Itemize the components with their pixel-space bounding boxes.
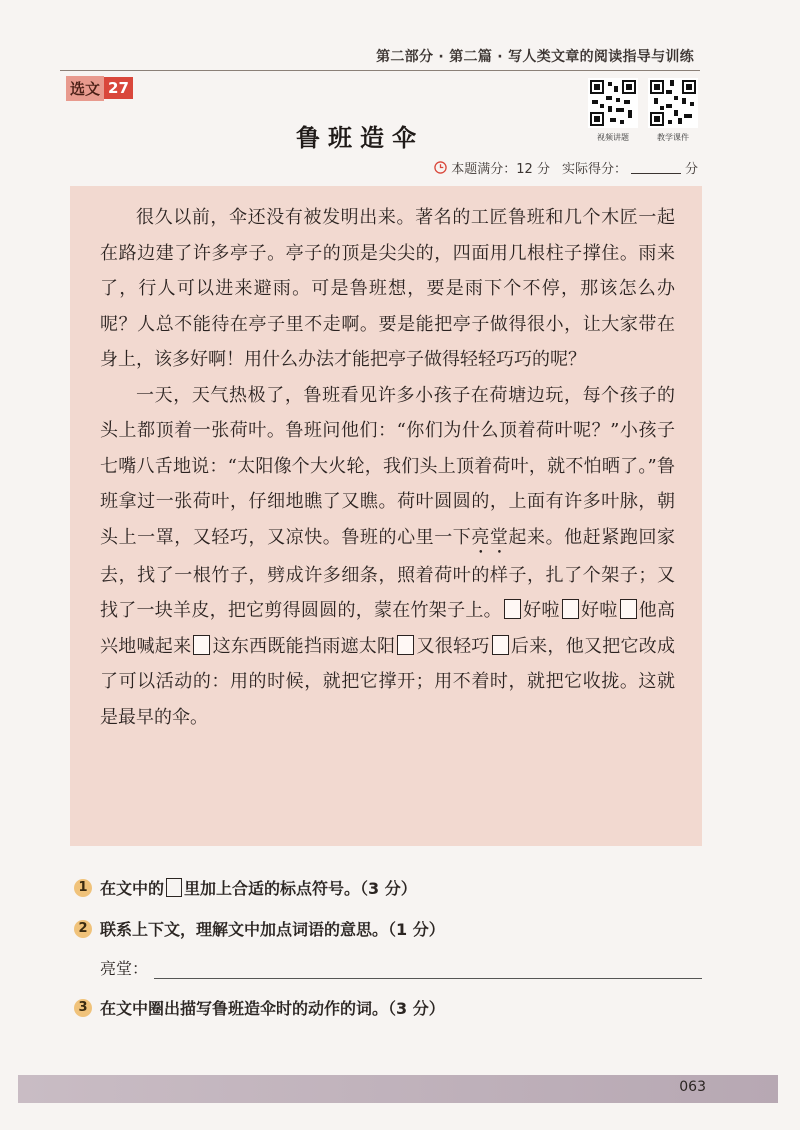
badge-number: 27	[104, 77, 133, 99]
box-symbol	[166, 878, 182, 897]
punctuation-box[interactable]	[193, 635, 210, 655]
score-line	[434, 158, 698, 177]
question-text: 里加上合适的标点符号。（3 分）	[184, 879, 417, 898]
paragraph-2-part-b: 起来。他赶紧跑回家去，找了一根竹子，劈成许多细条，照着荷叶的样子，扎了个架子；又找了一块羊皮，把它剪得圆圆的，蒙在竹架子上。	[100, 526, 676, 621]
actual-score-blank[interactable]	[631, 161, 681, 174]
question-1	[74, 876, 417, 899]
dotted-word: 亮堂	[471, 526, 509, 548]
badge-label: 选文	[66, 76, 104, 101]
qr-code-icon	[588, 78, 638, 128]
answer-label: 亮堂：	[100, 959, 149, 978]
speech-segment: 好啦	[580, 600, 618, 621]
punctuation-box[interactable]	[504, 599, 521, 619]
selection-badge	[66, 77, 133, 99]
answer-row	[100, 956, 702, 979]
paragraph-1: 很久以前，伞还没有被发明出来。著名的工匠鲁班和几个木匠一起在路边建了许多亭子。亭子的顶是尖尖的，四面用几根柱子撑住。雨来了，行人可以进来避雨。可是鲁班想，要是雨下个不停，那该怎么办呢？人总不能待在亭子里不走啊。要是能把亭子做得很小，让大家带在身上，该多好啊！用什么办法才能把亭子做得轻轻巧巧的呢？	[100, 207, 675, 370]
qr-caption: 教学课件	[657, 133, 689, 142]
qr-code-icon	[648, 78, 698, 128]
section-header: 第二部分 · 第二篇 · 写人类文章的阅读指导与训练	[376, 49, 694, 65]
punctuation-box[interactable]	[492, 635, 509, 655]
question-number: 2	[74, 920, 92, 938]
clock-icon	[434, 161, 447, 174]
question-text: 在文中的	[100, 879, 165, 898]
question-number: 1	[74, 879, 92, 897]
passage-title: 鲁班造伞	[296, 123, 424, 152]
punctuation-box[interactable]	[620, 599, 637, 619]
actual-score-label: 实际得分：	[561, 162, 627, 177]
page-number: 063	[679, 1079, 706, 1095]
speech-segment: 好啦	[522, 600, 560, 621]
score-unit: 分	[684, 162, 698, 177]
paragraph-2-part-a: 一天，天气热极了，鲁班看见许多小孩子在荷塘边玩，每个孩子的头上都顶着一张荷叶。鲁班问他们：“你们为什么顶着荷叶呢？”小孩子七嘴八舌地说：“太阳像个大火轮，我们头上顶着荷叶，就不怕晒了。”鲁班拿过一张荷叶，仔细地瞧了又瞧。荷叶圆圆的，上面有许多叶脉，朝头上一罩，又轻巧，又凉快。鲁班的心里一下	[100, 384, 675, 548]
qr-video[interactable]	[588, 78, 638, 143]
passage-body	[100, 200, 675, 735]
footer-band	[18, 1075, 778, 1103]
question-2	[74, 917, 445, 940]
question-text: 联系上下文，理解文中加点词语的意思。（1 分）	[100, 920, 445, 939]
speech-segment: 又很轻巧	[416, 635, 490, 657]
speech-segment: 他高兴地喊起来	[100, 600, 676, 657]
paragraph-2	[100, 378, 675, 736]
full-score: 本题满分：12 分	[451, 162, 550, 177]
speech-segment: 这东西既能挡雨遮太阳	[212, 635, 396, 657]
question-text: 在文中圈出描写鲁班造伞时的动作的词。（3 分）	[100, 999, 445, 1018]
punctuation-box[interactable]	[562, 599, 579, 619]
punctuation-box[interactable]	[397, 635, 414, 655]
header-divider	[60, 70, 700, 71]
answer-blank-line[interactable]	[154, 962, 702, 979]
question-number: 3	[74, 999, 92, 1017]
qr-courseware[interactable]	[648, 78, 698, 143]
qr-caption: 视频讲题	[597, 133, 629, 142]
paragraph-2-ending: 后来，他又把它改成了可以活动的：用的时候，就把它撑开；用不着时，就把它收拢。这就是最早的伞。	[100, 635, 676, 728]
question-3	[74, 996, 445, 1019]
